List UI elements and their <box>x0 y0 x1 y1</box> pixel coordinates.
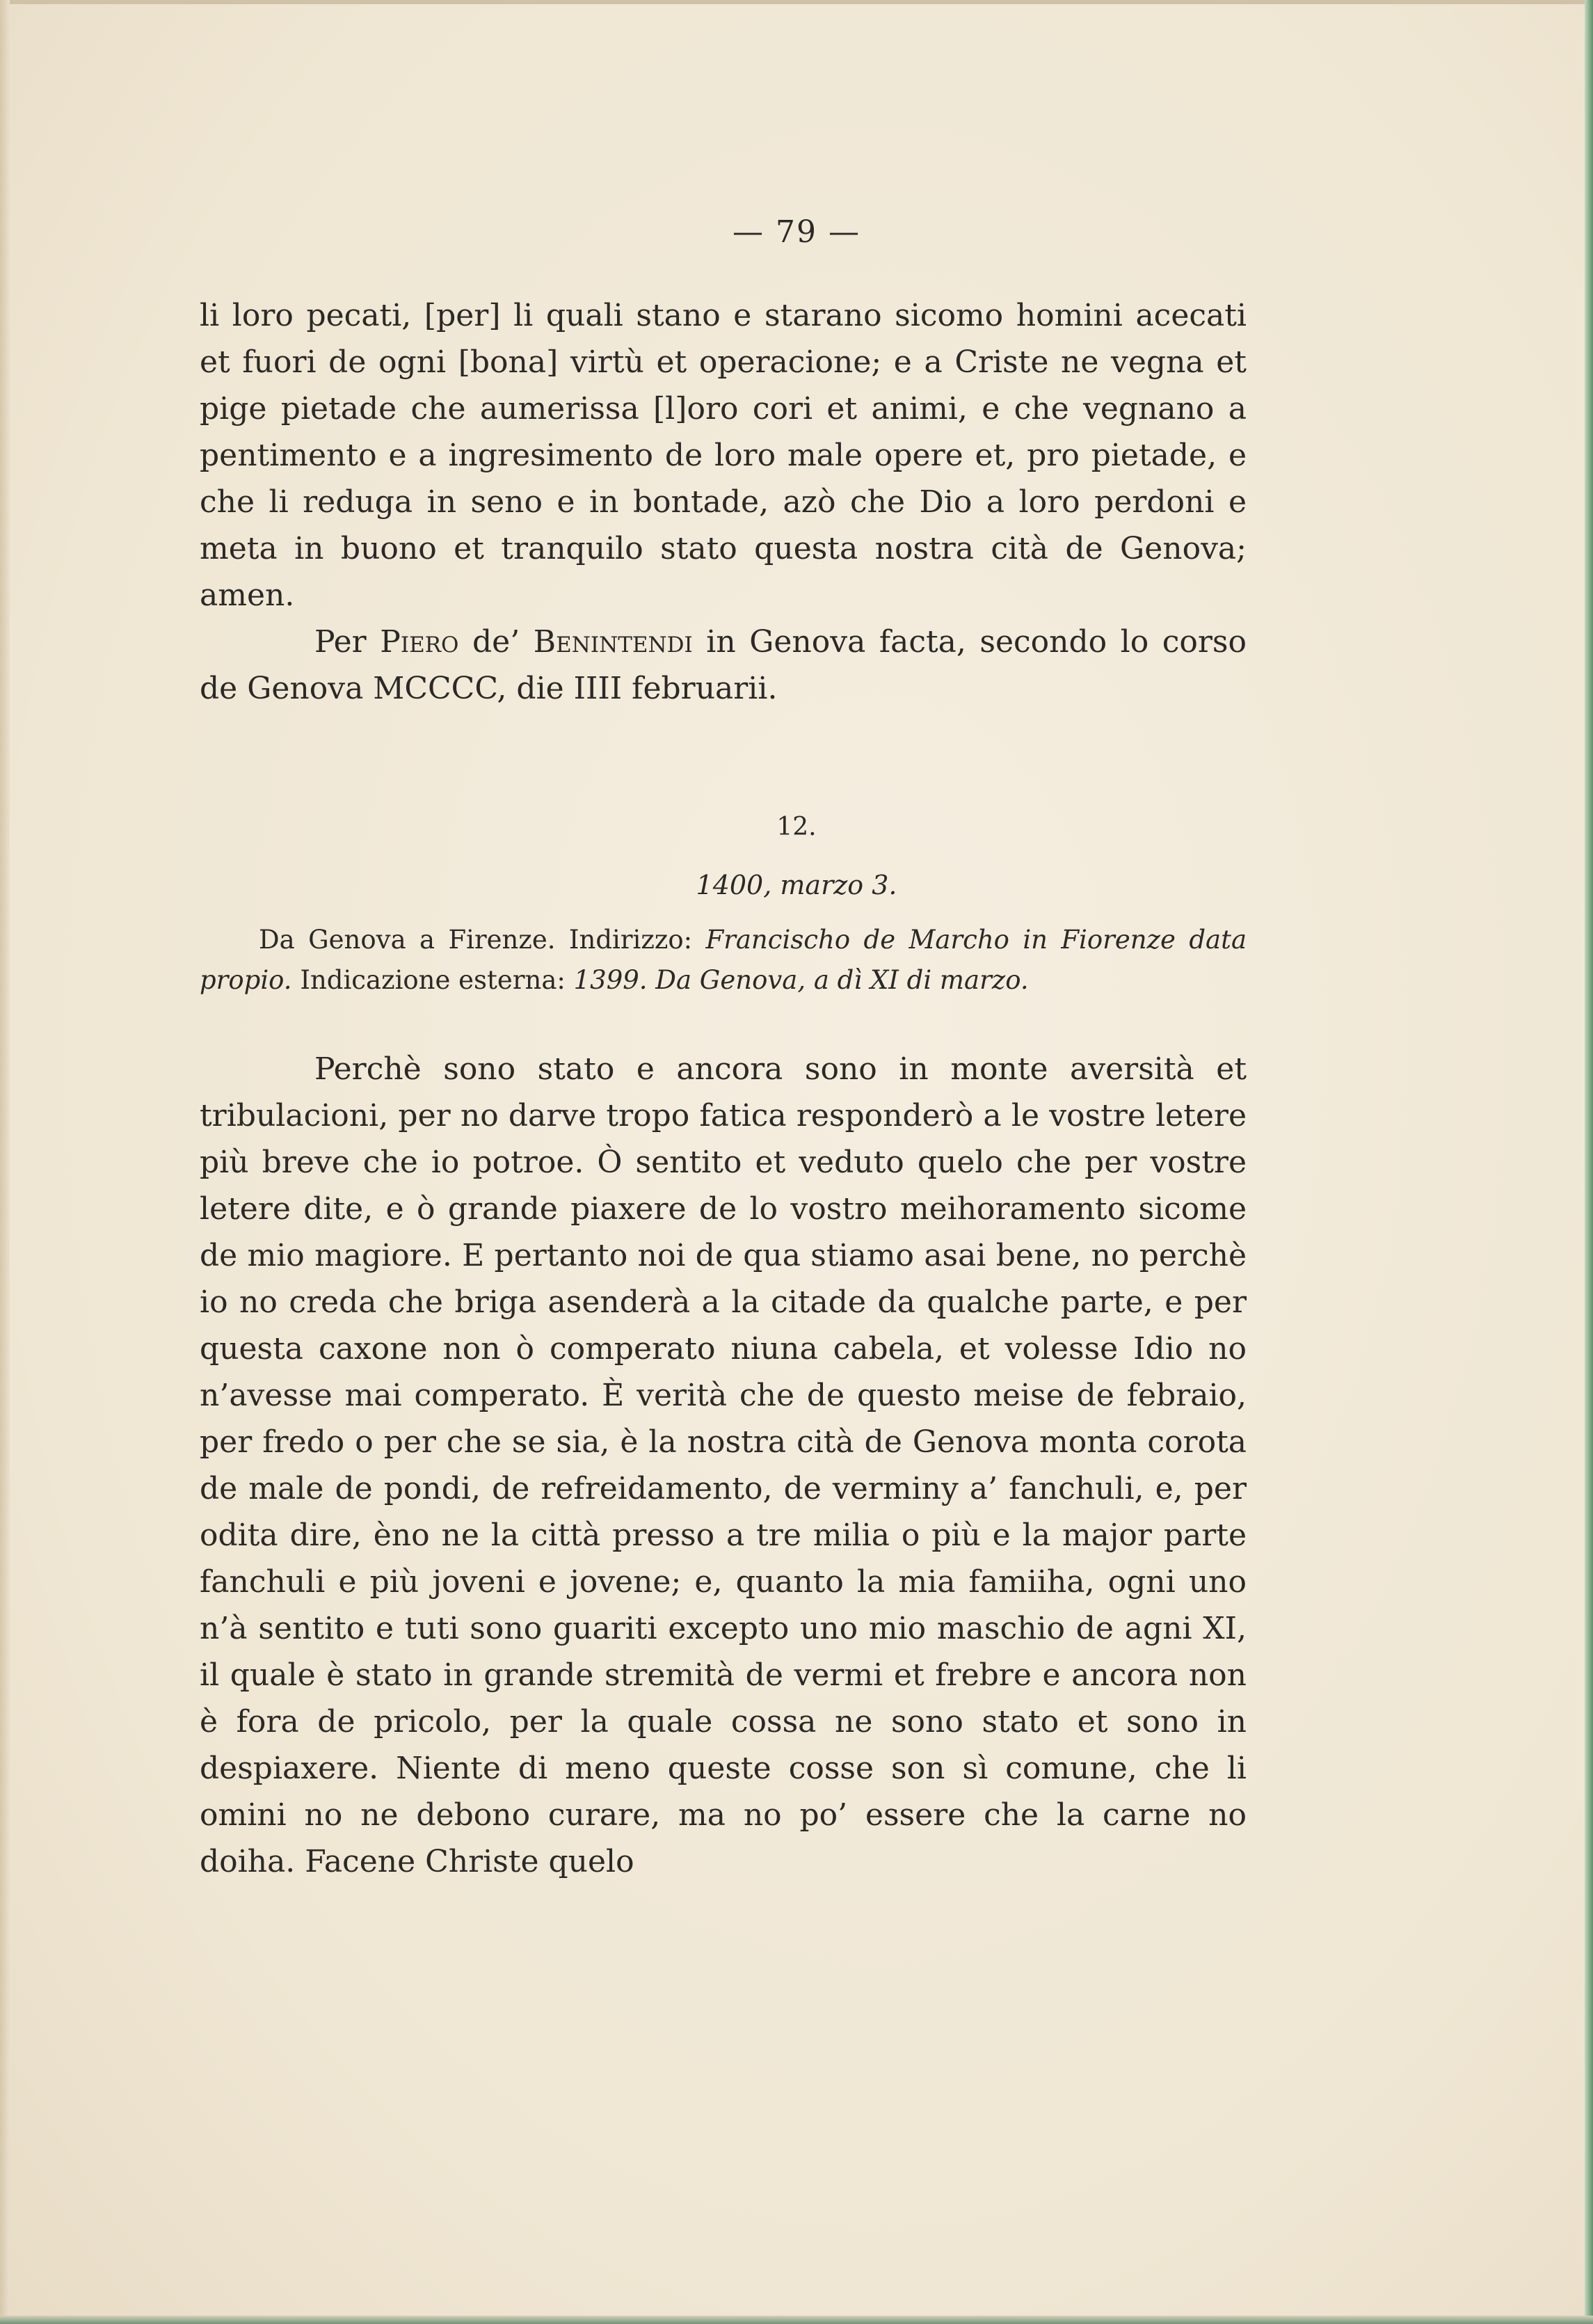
signature-surname: Benintendi <box>533 624 693 660</box>
headnote-paragraph <box>200 920 1247 1001</box>
signature-prefix: Per <box>314 624 367 660</box>
headnote-external-note: 1399. Da Genova, a dì XI di marzo. <box>573 965 1029 995</box>
headnote-address: Francischo de Marcho in Fiorenze data propio. <box>200 925 1247 995</box>
book-cover-edge-right <box>1585 0 1593 2324</box>
page-gutter-shadow <box>0 0 10 2324</box>
signature-first-name: Piero <box>380 624 459 660</box>
signature-middle: de’ <box>472 624 520 660</box>
headnote-external-label: Indicazione esterna: <box>300 965 566 995</box>
headnote-route: Da Genova a Firenze. Indirizzo: <box>259 925 693 955</box>
book-cover-edge-bottom <box>0 2316 1593 2324</box>
letter-body <box>200 1046 1247 1885</box>
document-number: 12. <box>776 813 817 841</box>
letter-paragraph: Perchè sono stato e ancora sono in monte aversità et tribulacioni, per no darve tropo fatica responderò a le vostre letere più breve che io potroe. Ò sentito et veduto quelo che per vostre letere dite, e ò grande piaxere de lo vostro meihoramento sicome de mio magiore. E pertanto noi de qua stiamo asai bene, no perchè io no creda che briga asenderà a la citade da qualche parte, e per questa caxone non ò comperato niuna cabela, et volesse Idio no n’avesse mai comperato. È verità che de questo meise de febraio, per fredo o per che se sia, è la nostra cità de Genova monta corota de male de pondi, de refreidamento, de verminy a’ fanchuli, e, per odita dire, èno ne la città presso a tre milia o più e la major parte fanchuli e più joveni e jovene; e, quanto la mia famiiha, ogni uno n’à sentito e tuti sono guariti excepto uno mio maschio de agni XI, il quale è stato in grande stremità de vermi et frebre e ancora non è fora de pricolo, per la quale cossa ne sono stato et sono in despiaxere. Niente di meno queste cosse son sì comune, che li omini no ne debono curare, ma no po’ essere che la carne no doiha. Facene Christe quelo <box>200 1051 1247 1879</box>
signature-line <box>200 619 1247 712</box>
signature-rest: in Genova facta, secondo lo corso de Genova MCCCC, die IIII februarii. <box>200 624 1247 706</box>
page-top-edge <box>0 0 1593 4</box>
page-number: — 79 — <box>733 214 860 250</box>
continuation-paragraph: li loro pecati, [per] li quali stano e starano sicomo homini acecati et fuori de ogni [bona] virtù et operacione; e a Criste ne vegna et pige pietade che aumerissa [l]oro cori et animi, e che vegnano a pentimento e a ingresimento de loro male opere et, pro pietade, e che li reduga in seno e in bontade, azò che Dio a loro perdoni e meta in buono et tranquilo stato questa nostra cità de Genova; amen. <box>200 298 1247 613</box>
document-date: 1400, marzo 3. <box>696 870 897 900</box>
continuation-text <box>200 292 1247 712</box>
document-headnote <box>200 920 1247 1001</box>
